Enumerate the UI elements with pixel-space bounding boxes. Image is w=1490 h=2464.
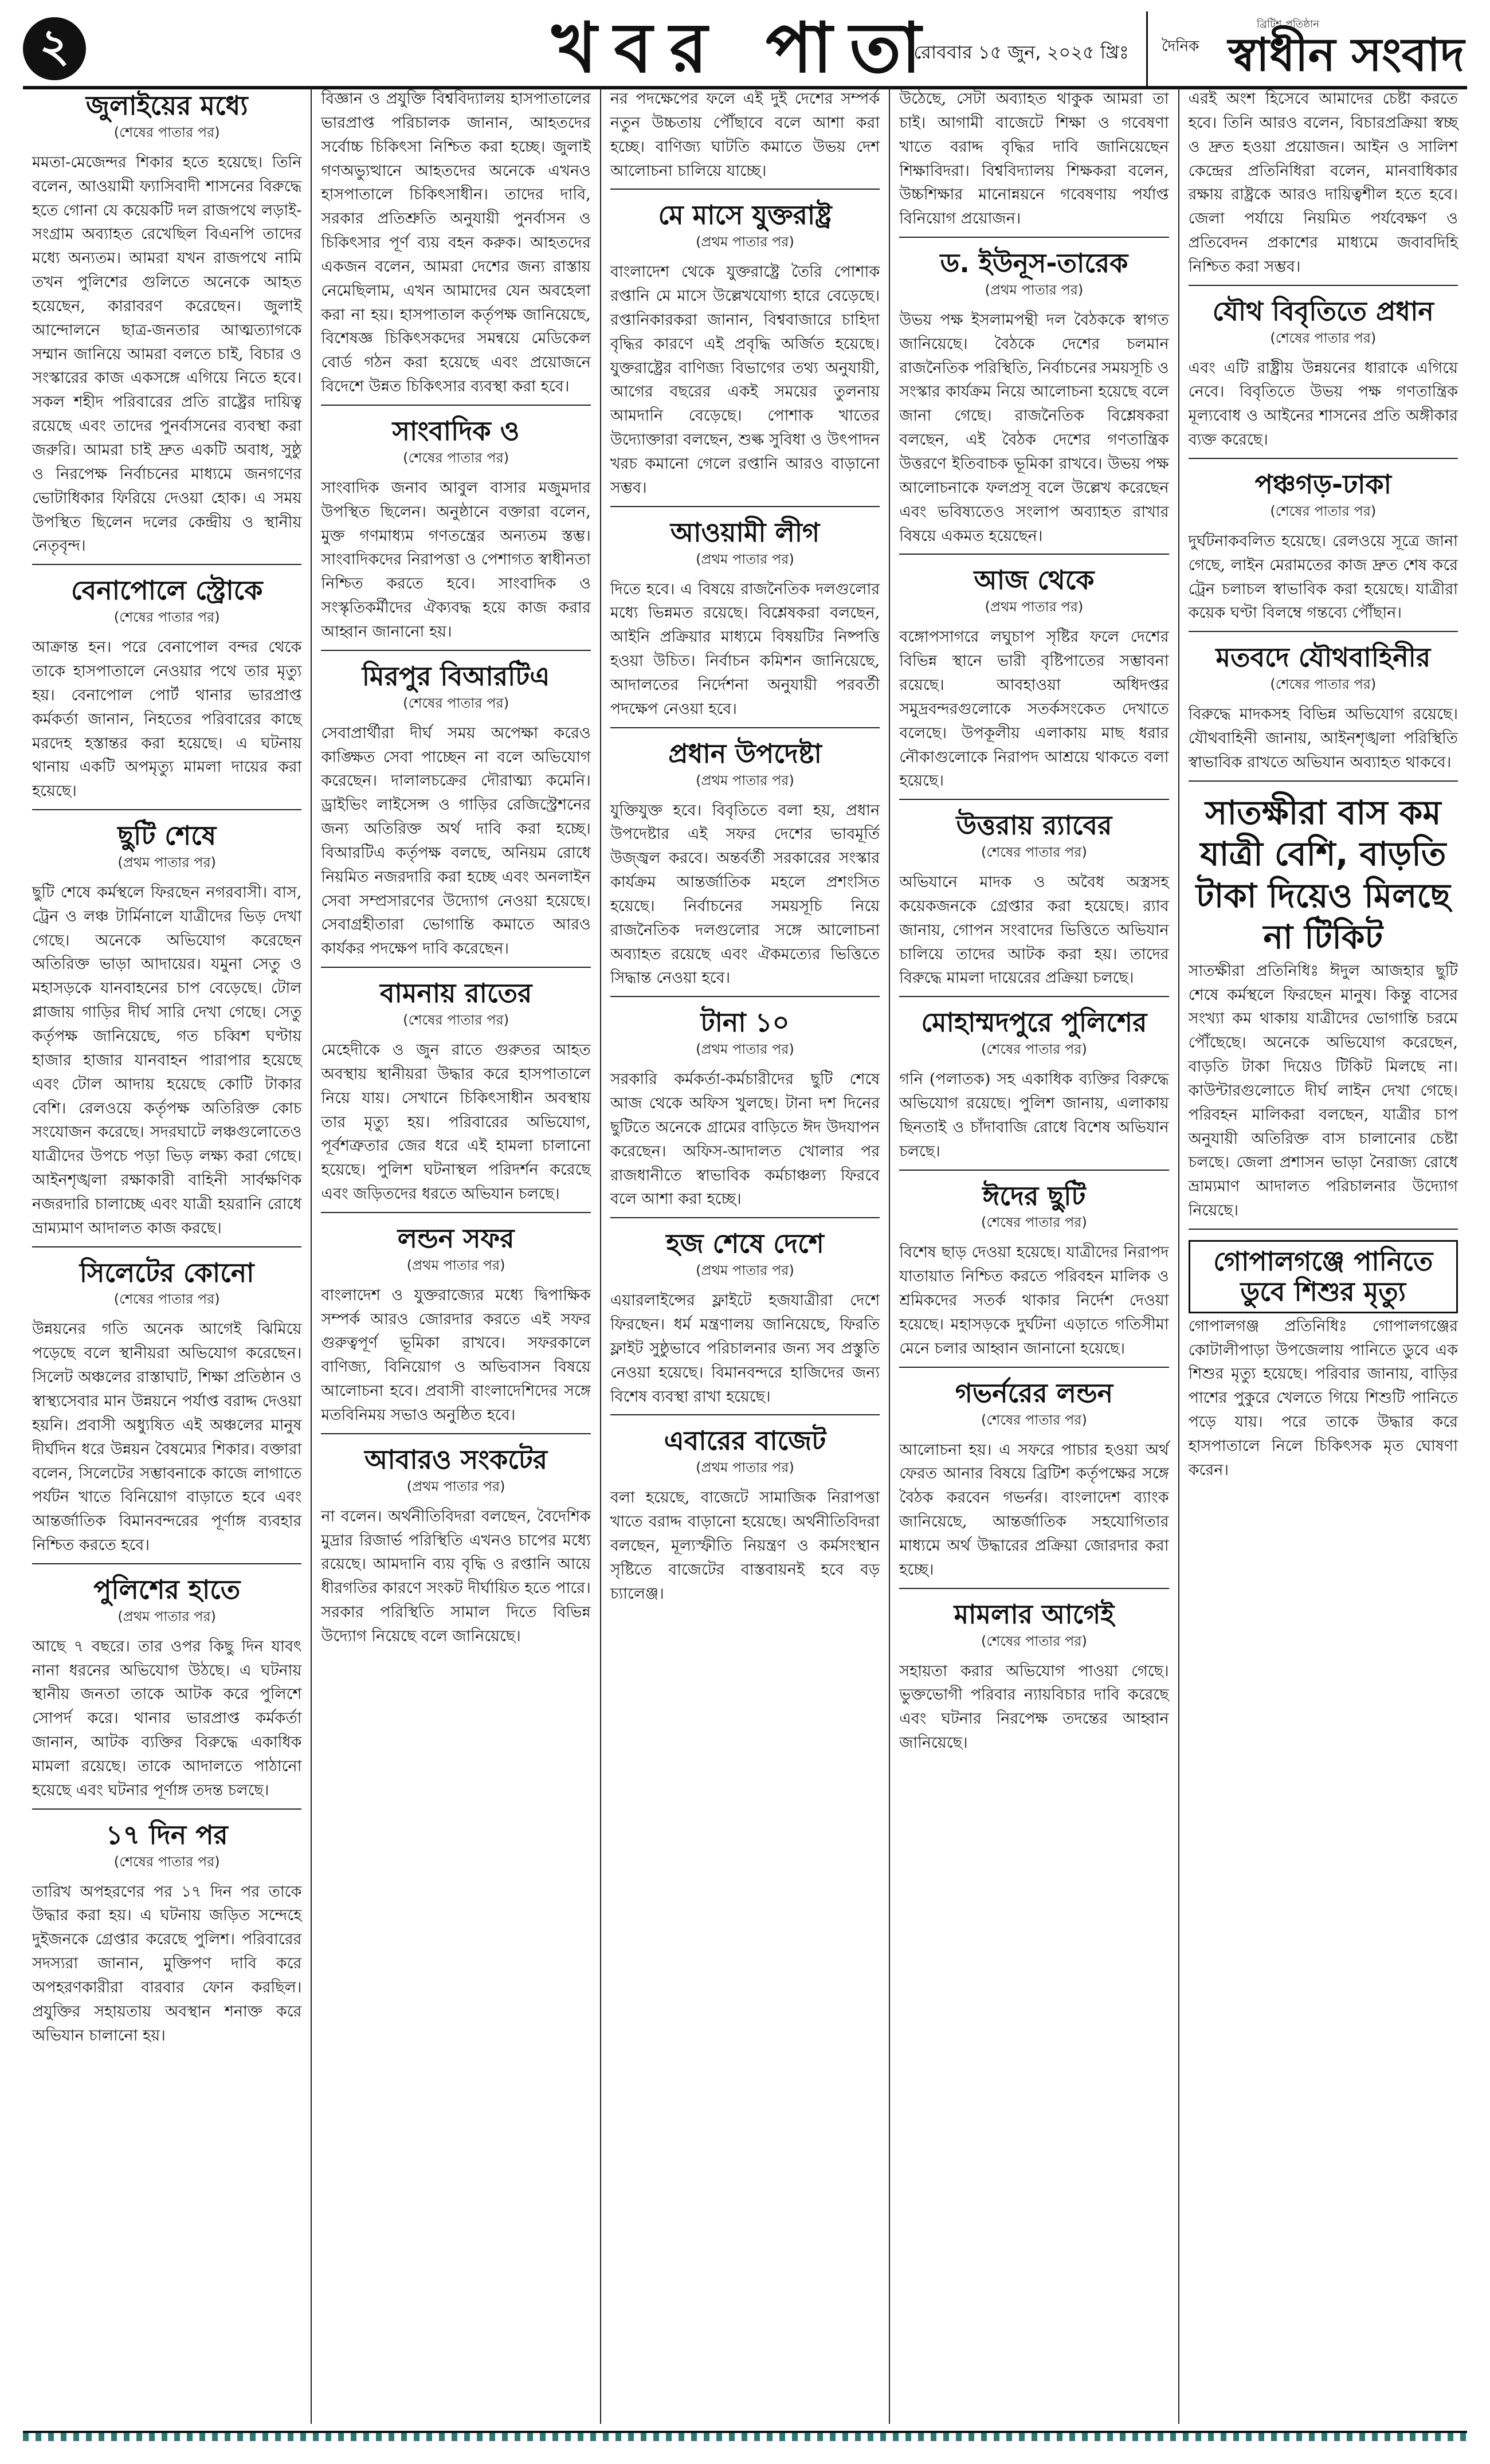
newspaper-brand bbox=[1146, 11, 1467, 86]
article-continuation-note: (শেষের পাতার পর) bbox=[981, 1214, 1087, 1231]
article-continuation-note: (প্রথম পাতার পর) bbox=[696, 1262, 794, 1279]
news-article bbox=[32, 1258, 301, 1564]
news-article bbox=[899, 1599, 1169, 1761]
article-continuation-note: (শেষের পাতার পর) bbox=[113, 1291, 220, 1308]
news-article bbox=[899, 565, 1169, 800]
brand-tagline: ব্রিটিশ প্রতিষ্ঠান bbox=[1257, 18, 1320, 30]
article-body: এয়ারলাইন্সের ফ্লাইটে হজযাত্রীরা দেশে ফিরছেন। ধর্ম মন্ত্রণালয় জানিয়েছে, ফিরতি ফ্লাইট সুষ্ঠুভাবে পরিচালনার জন্য সব প্রস্তুতি নেওয়া হয়েছে। বিমানবন্দরে হাজিদের জন্য বিশেষ ব্যবস্থা রাখা হয়েছে। bbox=[610, 1292, 880, 1406]
article-body: দিতে হবে। এ বিষয়ে রাজনৈতিক দলগুলোর মধ্যে ভিন্নমত রয়েছে। বিশ্লেষকরা বলছেন, আইনি প্রক্রিয়ার মাধ্যমে বিষয়টির নিষ্পত্তি হওয়া উচিত। নির্বাচন কমিশন জানিয়েছে, আদালতের নির্দেশনা অনুযায়ী পরবর্তী পদক্ষেপ নেওয়া হবে। bbox=[610, 580, 880, 718]
article-body: সহায়তা করার অভিযোগ পাওয়া গেছে। ভুক্তভোগী পরিবার ন্যায়বিচার দাবি করেছে এবং ঘটনার নিরপেক্ষ তদন্তের আহ্বান জানিয়েছে। bbox=[899, 1662, 1169, 1752]
article-continuation-note: (শেষের পাতার পর) bbox=[113, 124, 220, 140]
article-headline: গোপালগঞ্জে পানিতে ডুবে শিশুর মৃত্যু bbox=[1189, 1240, 1458, 1313]
article-headline: লন্ডন সফর bbox=[397, 1222, 515, 1254]
news-article bbox=[899, 248, 1169, 555]
article-body: বাংলাদেশ থেকে যুক্তরাষ্ট্রে তৈরি পোশাক রপ্তানি মে মাসে উল্লেখযোগ্য হারে বেড়েছে। রপ্তানিকারকরা জানান, বিশ্ববাজারে চাহিদা বৃদ্ধির কারণে এই প্রবৃদ্ধি অর্জিত হয়েছে। যুক্তরাষ্ট্রের বাণিজ্য বিভাগের তথ্য অনুযায়ী, আগের বছরের একই সময়ের তুলনায় আমদানি বেড়েছে। পোশাক খাতের উদ্যোক্তারা বলছেন, শুল্ক সুবিধা ও উৎপাদন খরচ কমানো গেলে রপ্তানি আরও বাড়ানো সম্ভব। bbox=[610, 263, 880, 497]
brand-name: স্বাধীন সংবাদ bbox=[1228, 28, 1465, 81]
news-column bbox=[1179, 87, 1467, 2424]
news-article bbox=[321, 87, 590, 406]
article-body: মেহেদীকে ও জুন রাতে গুরুতর আহত অবস্থায় স্থানীয়রা উদ্ধার করে হাসপাতালে নিয়ে যায়। সেখানে চিকিৎসাধীন অবস্থায় তার মৃত্যু হয়। পরিবারের অভিযোগ, পূর্বশত্রুতার জের ধরে এই হামলা চালানো হয়েছে। পুলিশ ঘটনাস্থল পরিদর্শন করেছে এবং জড়িতদের ধরতে অভিযান চলছে। bbox=[321, 1041, 591, 1203]
article-continuation-note: (শেষের পাতার পর) bbox=[981, 1633, 1087, 1649]
article-continuation-note: (প্রথম পাতার পর) bbox=[696, 1459, 794, 1476]
article-headline: সাতক্ষীরা বাস কম যাত্রী বেশি, বাড়তি টাকা দিয়েও মিলছে না টিকিট bbox=[1195, 792, 1450, 957]
article-body: বঙ্গোপসাগরে লঘুচাপ সৃষ্টির ফলে দেশের বিভিন্ন স্থানে ভারী বৃষ্টিপাতের সম্ভাবনা রয়েছে। আবহাওয়া অধিদপ্তর সমুদ্রবন্দরগুলোকে সতর্কসংকেত দেখাতে বলেছে। উপকূলীয় এলাকায় মাছ ধরার নৌকাগুলোকে নিরাপদ আশ্রয়ে থাকতে বলা হয়েছে। bbox=[899, 628, 1169, 790]
article-body: গোপালগঞ্জ প্রতিনিধিঃ গোপালগঞ্জের কোটালীপাড়া উপজেলায় পানিতে ডুবে এক শিশুর মৃত্যু হয়েছে। পরিবার জানায়, বাড়ির পাশের পুকুরে খেলতে গিয়ে শিশুটি পানিতে পড়ে যায়। পরে তাকে উদ্ধার করে হাসপাতালে নিলে চিকিৎসক মৃত ঘোষণা করেন। bbox=[1188, 1317, 1458, 1479]
article-headline: মিরপুর বিআরটিএ bbox=[362, 660, 550, 692]
article-body: ছুটি শেষে কর্মস্থলে ফিরছেন নগরবাসী। বাস, ট্রেন ও লঞ্চ টার্মিনালে যাত্রীদের ভিড় দেখা গেছে। অনেকে অভিযোগ করেছেন অতিরিক্ত ভাড়া আদায়ের। যমুনা সেতু ও মহাসড়কে যানবাহনের চাপ বেড়েছে। টোল প্লাজায় গাড়ির দীর্ঘ সারি দেখা গেছে। সেতু কর্তৃপক্ষ জানিয়েছে, গত চব্বিশ ঘণ্টায় হাজার হাজার যানবাহন পারাপার হয়েছে এবং টোল আদায় হয়েছে কোটি টাকার বেশি। রেলওয়ে কর্তৃপক্ষ অতিরিক্ত কোচ সংযোজন করেছে। সদরঘাটে লঞ্চগুলোতেও যাত্রীদের উপচে পড়া ভিড় লক্ষ্য করা গেছে। আইনশৃঙ্খলা রক্ষাকারী বাহিনী সার্বক্ষণিক নজরদারি চালাচ্ছে এবং যাত্রী হয়রানি রোধে ভ্রাম্যমাণ আদালত কাজ করছে। bbox=[32, 883, 302, 1237]
article-headline: বেনাপোলে স্ট্রোকে bbox=[70, 575, 263, 606]
news-article bbox=[321, 978, 590, 1213]
article-body: মমতা-মেজেন্দর শিকার হতে হয়েছে। তিনি বলেন, আওয়ামী ফ্যাসিবাদী শাসনের বিরুদ্ধে হতে গোনা যে কয়েকটি দল রাজপথে লড়াই-সংগ্রাম অব্যাহত রেখেছিল বিএনপি তাদের মধ্যে অন্যতম। আমরা যখন রাজপথে নামি তখন পুলিশের গুলিতে অনেকে আহত হয়েছেন, কারাবরণ করেছেন। জুলাই আন্দোলনে ছাত্র-জনতার আত্মত্যাগকে সম্মান জানিয়ে আমরা বলতে চাই, বিচার ও সংস্কারের কাজ একসঙ্গে এগিয়ে নিতে হবে। সকল শহীদ পরিবারের প্রতি রাষ্ট্রের দায়িত্ব রয়েছে এবং তাদের পুনর্বাসনের ব্যবস্থা করা জরুরি। আমরা চাই দ্রুত একটি অবাধ, সুষ্ঠু ও নিরপেক্ষ নির্বাচনের মাধ্যমে জনগণের ভোটাধিকার ফিরিয়ে দেওয়া হোক। এ সময় উপস্থিত ছিলেন দলের কেন্দ্রীয় ও স্থানীয় নেতৃবৃন্দ। bbox=[32, 153, 302, 555]
dateline: রোববার ১৫ জুন, ২০২৫ খ্রিঃ bbox=[913, 41, 1129, 63]
news-article bbox=[899, 810, 1169, 997]
article-continuation-note: (প্রথম পাতার পর) bbox=[117, 854, 217, 870]
article-body: গনি (পলাতক) সহ একাধিক ব্যক্তির বিরুদ্ধে অভিযোগ রয়েছে। পুলিশ জানায়, এলাকায় ছিনতাই ও চাঁদাবাজি রোধে বিশেষ অভিযান চলছে। bbox=[899, 1070, 1169, 1160]
news-article bbox=[610, 517, 880, 728]
article-headline: যৌথ বিবৃতিতে প্রধান bbox=[1212, 295, 1434, 327]
news-article bbox=[321, 416, 590, 651]
article-headline: আজ থেকে bbox=[974, 564, 1095, 596]
article-headline: টানা ১০ bbox=[700, 1007, 790, 1038]
article-continuation-note: (প্রথম পাতার পর) bbox=[696, 234, 794, 250]
article-body: আক্রান্ত হন। পরে বেনাপোল বন্দর থেকে তাকে হাসপাতালে নেওয়ার পথে তার মৃত্যু হয়। বেনাপোল পোর্ট থানার ভারপ্রাপ্ত কর্মকর্তা জানান, নিহতের পরিবারের কাছে মরদেহ হস্তান্তর করা হয়েছে। এ ঘটনায় থানায় একটি অপমৃত্যু মামলা দায়ের করা হয়েছে। bbox=[32, 638, 302, 801]
article-headline: সাংবাদিক ও bbox=[392, 415, 520, 446]
news-article bbox=[1189, 296, 1458, 459]
article-body: সরকারি কর্মকর্তা-কর্মচারীদের ছুটি শেষে আজ থেকে অফিস খুলছে। টানা দশ দিনের ছুটিতে অনেকে গ্রামের বাড়িতে ঈদ উদযাপন করেছেন। অফিস-আদালত খোলার পর রাজধানীতে স্বাভাবিক কর্মচাঞ্চল্য ফিরবে বলে আশা করা হচ্ছে। bbox=[610, 1070, 880, 1209]
news-article bbox=[610, 1426, 880, 1611]
article-body: সেবাপ্রার্থীরা দীর্ঘ সময় অপেক্ষা করেও কাঙ্ক্ষিত সেবা পাচ্ছেন না বলে অভিযোগ করেছেন। দালালচক্রের দৌরাত্ম্য কমেনি। ড্রাইভিং লাইসেন্স ও গাড়ির রেজিস্ট্রেশনের জন্য অতিরিক্ত অর্থ দাবি করা হচ্ছে। বিআরটিএ কর্তৃপক্ষ বলছে, অনিয়ম রোধে নিয়মিত নজরদারি করা হচ্ছে এবং অনলাইন সেবা সম্প্রসারণের উদ্যোগ নেওয়া হয়েছে। সেবাগ্রহীতারা ভোগান্তি কমাতে আরও কার্যকর পদক্ষেপ দাবি করেছেন। bbox=[321, 724, 591, 958]
article-body: এবং এটি রাষ্ট্রীয় উন্নয়নের ধারাকে এগিয়ে নেবে। বিবৃতিতে উভয় পক্ষ গণতান্ত্রিক মূল্যবোধ ও আইনের শাসনের প্রতি অঙ্গীকার ব্যক্ত করেছে। bbox=[1188, 359, 1458, 449]
article-body: বিজ্ঞান ও প্রযুক্তি বিশ্ববিদ্যালয় হাসপাতালের ভারপ্রাপ্ত পরিচালক জানান, আহতদের সর্বোচ্চ চিকিৎসা নিশ্চিত করা হচ্ছে। জুলাই গণঅভ্যুত্থানে আহতদের অনেকে এখনও হাসপাতালে চিকিৎসাধীন। তাদের দাবি, সরকার প্রতিশ্রুতি অনুযায়ী পুনর্বাসন ও চিকিৎসার পূর্ণ ব্যয় বহন করুক। আহতদের একজন বলেন, আমরা দেশের জন্য রাস্তায় নেমেছিলাম, এখন আমাদের যেন অবহেলা করা না হয়। হাসপাতাল কর্তৃপক্ষ জানিয়েছে, বিশেষজ্ঞ চিকিৎসকদের সমন্বয়ে মেডিকেল বোর্ড গঠন করা হয়েছে এবং প্রয়োজনে বিদেশে উন্নত চিকিৎসার ব্যবস্থা করা হবে। bbox=[321, 90, 591, 396]
news-article bbox=[1189, 642, 1458, 781]
news-article bbox=[610, 200, 880, 507]
article-body: না বলেন। অর্থনীতিবিদরা বলছেন, বৈদেশিক মুদ্রার রিজার্ভ পরিস্থিতি এখনও চাপের মধ্যে রয়েছে। আমদানি ব্যয় বৃদ্ধি ও রপ্তানি আয়ে ধীরগতির কারণে সংকট দীর্ঘায়িত হতে পারে। সরকার পরিস্থিতি সামাল দিতে বিভিন্ন উদ্যোগ নিয়েছে বলে জানিয়েছে। bbox=[321, 1507, 591, 1645]
article-body: যুক্তিযুক্ত হবে। বিবৃতিতে বলা হয়, প্রধান উপদেষ্টার এই সফর দেশের ভাবমূর্তি উজ্জ্বল করবে। অন্তর্বর্তী সরকারের সংস্কার কার্যক্রম আন্তর্জাতিক মহলে প্রশংসিত হয়েছে। নির্বাচনের সময়সূচি নিয়ে রাজনৈতিক দলগুলোর সঙ্গে আলোচনা অব্যাহত রয়েছে এবং ঐকমত্যের ভিত্তিতে সিদ্ধান্ত নেওয়া হবে। bbox=[610, 801, 880, 987]
article-body: নর পদক্ষেপের ফলে এই দুই দেশের সম্পর্ক নতুন উচ্চতায় পৌঁছাবে বলে আশা করা হচ্ছে। বাণিজ্য ঘাটতি কমাতে উভয় দেশ আলোচনা চালিয়ে যাচ্ছে। bbox=[610, 90, 880, 180]
article-body: বাংলাদেশ ও যুক্তরাজ্যের মধ্যে দ্বিপাক্ষিক সম্পর্ক আরও জোরদার করতে এই সফর গুরুত্বপূর্ণ ভূমিকা রাখবে। সফরকালে বাণিজ্য, বিনিয়োগ ও অভিবাসন বিষয়ে আলোচনা হবে। প্রবাসী বাংলাদেশিদের সঙ্গে মতবিনিময় সভাও অনুষ্ঠিত হবে। bbox=[321, 1286, 591, 1424]
news-article bbox=[899, 1181, 1169, 1368]
news-article bbox=[1189, 1240, 1458, 1488]
section-title: খবর পাতা bbox=[551, 9, 939, 88]
masthead bbox=[23, 11, 1467, 89]
news-article bbox=[1189, 469, 1458, 632]
article-headline: ঈদের ছুটি bbox=[982, 1180, 1086, 1211]
article-body: আলোচনা হয়। এ সফরে পাচার হওয়া অর্থ ফেরত আনার বিষয়ে ব্রিটিশ কর্তৃপক্ষের সঙ্গে বৈঠক করবেন গভর্নর। বাংলাদেশ ব্যাংক জানিয়েছে, আন্তর্জাতিক সহযোগিতার মাধ্যমে অর্থ উদ্ধারের প্রক্রিয়া জোরদার করা হচ্ছে। bbox=[899, 1441, 1169, 1579]
article-headline: ১৭ দিন পর bbox=[105, 1819, 228, 1850]
article-headline: মে মাসে যুক্তরাষ্ট্র bbox=[658, 199, 832, 231]
news-article bbox=[321, 1445, 590, 1654]
article-headline: মামলার আগেই bbox=[954, 1598, 1115, 1630]
article-headline: হজ শেষে দেশে bbox=[666, 1228, 824, 1260]
article-headline: উত্তরায় র‍্যাবের bbox=[956, 810, 1112, 841]
article-continuation-note: (প্রথম পাতার পর) bbox=[696, 1041, 794, 1058]
article-body: সাতক্ষীরা প্রতিনিধিঃ ঈদুল আজহার ছুটি শেষে কর্মস্থলে ফিরছেন মানুষ। কিন্তু বাসের সংখ্যা কম থাকায় যাত্রীদের ভোগান্তি চরমে পৌঁছেছে। অনেকে অভিযোগ করেছেন, বাড়তি টাকা দিয়েও টিকিট মিলছে না। কাউন্টারগুলোতে দীর্ঘ লাইন দেখা গেছে। পরিবহন মালিকরা বলছেন, যাত্রীর চাপ অনুযায়ী অতিরিক্ত বাস চালানোর চেষ্টা চলছে। জেলা প্রশাসন ভাড়া নৈরাজ্য রোধে ভ্রাম্যমাণ আদালত পরিচালনার উদ্যোগ নিয়েছে। bbox=[1188, 962, 1458, 1220]
article-continuation-note: (শেষের পাতার পর) bbox=[113, 1853, 220, 1870]
article-headline: আওয়ামী লীগ bbox=[670, 516, 820, 548]
article-body: এরই অংশ হিসেবে আমাদের চেষ্টা করতে হবে। তিনি আরও বলেন, বিচারপ্রক্রিয়া স্বচ্ছ ও দ্রুত হওয়া প্রয়োজন। আইন ও সালিশ কেন্দ্রের প্রতিনিধিরা বলেন, মানবাধিকার রক্ষায় রাষ্ট্রকে আরও দায়িত্বশীল হতে হবে। জেলা পর্যায়ে নিয়মিত পর্যবেক্ষণ ও প্রতিবেদন প্রকাশের মাধ্যমে জবাবদিহি নিশ্চিত করা সম্ভব। bbox=[1188, 90, 1458, 276]
article-continuation-note: (প্রথম পাতার পর) bbox=[406, 1478, 505, 1494]
article-body: উঠেছে, সেটা অব্যাহত থাকুক আমরা তা চাই। আগামী বাজেটে শিক্ষা ও গবেষণা খাতে বরাদ্দ বৃদ্ধির দাবি জানিয়েছেন শিক্ষাবিদরা। বিশ্ববিদ্যালয় শিক্ষকরা বলেন, উচ্চশিক্ষার মানোন্নয়নে গবেষণায় পর্যাপ্ত বিনিয়োগ প্রয়োজন। bbox=[899, 90, 1169, 228]
article-headline: মোহাম্মদপুরে পুলিশের bbox=[921, 1007, 1147, 1038]
article-headline: প্রধান উপদেষ্টা bbox=[668, 737, 822, 769]
article-body: সাংবাদিক জনাব আবুল বাসার মজুমদার উপস্থিত ছিলেন। অনুষ্ঠানে বক্তারা বলেন, মুক্ত গণমাধ্যম গণতন্ত্রের অন্যতম স্তম্ভ। সাংবাদিকদের নিরাপত্তা ও পেশাগত স্বাধীনতা নিশ্চিত করতে হবে। সাংবাদিক ও সংস্কৃতিকর্মীদের ঐক্যবদ্ধ হয়ে কাজ করার আহ্বান জানানো হয়। bbox=[321, 478, 591, 641]
article-continuation-note: (শেষের পাতার পর) bbox=[403, 695, 509, 711]
article-headline: এবারের বাজেট bbox=[664, 1425, 826, 1457]
article-continuation-note: (প্রথম পাতার পর) bbox=[985, 599, 1084, 615]
news-article bbox=[610, 87, 880, 190]
article-body: উন্নয়নের গতি অনেক আগেই ঝিমিয়ে পড়েছে বলে স্থানীয়রা অভিযোগ করেছেন। সিলেট অঞ্চলের রাস্তাঘাট, শিক্ষা প্রতিষ্ঠান ও স্বাস্থ্যসেবার মান উন্নয়নে পর্যাপ্ত বরাদ্দ দেওয়া হয়নি। প্রবাসী অধ্যুষিত এই অঞ্চলের মানুষ দীর্ঘদিন ধরে উন্নয়ন বৈষম্যের শিকার। বক্তারা বলেন, সিলেটের সম্ভাবনাকে কাজে লাগাতে পর্যটন খাতে বিনিয়োগ বাড়াতে হবে এবং আন্তর্জাতিক বিমানবন্দরের পূর্ণাঙ্গ ব্যবহার নিশ্চিত করতে হবে। bbox=[32, 1320, 302, 1555]
article-continuation-note: (শেষের পাতার পর) bbox=[113, 609, 220, 626]
article-headline: পুলিশের হাতে bbox=[93, 1574, 241, 1605]
article-headline: আবারও সংকটের bbox=[364, 1443, 548, 1475]
article-headline: পঞ্চগড়-ঢাকা bbox=[1254, 469, 1392, 500]
article-body: বিশেষ ছাড় দেওয়া হয়েছে। যাত্রীদের নিরাপদ যাতায়াত নিশ্চিত করতে পরিবহন মালিক ও শ্রমিকদের সতর্ক থাকার নির্দেশ দেওয়া হয়েছে। মহাসড়কে দুর্ঘটনা এড়াতে গতিসীমা মেনে চলার আহ্বান জানানো হয়েছে। bbox=[899, 1243, 1169, 1357]
news-article bbox=[32, 821, 301, 1247]
news-article bbox=[32, 91, 301, 565]
article-headline: মতবদে যৌথবাহিনীর bbox=[1215, 642, 1431, 673]
article-body: উভয় পক্ষ ইসলামপন্থী দল বৈঠককে স্বাগত জানিয়েছে। বৈঠকে দেশের চলমান রাজনৈতিক পরিস্থিতি, নির্বাচনের সময়সূচি ও সংস্কার কার্যক্রম নিয়ে আলোচনা হয়েছে বলে জানা গেছে। রাজনৈতিক বিশ্লেষকরা বলছেন, এই বৈঠক দেশের গণতান্ত্রিক উত্তরণে ইতিবাচক ভূমিকা রাখবে। উভয় পক্ষ আলোচনাকে ফলপ্রসূ বলে উল্লেখ করেছেন এবং ভবিষ্যতেও সংলাপ অব্যাহত রাখার বিষয়ে একমত হয়েছেন। bbox=[899, 311, 1169, 545]
article-body: বিরুদ্ধে মাদকসহ বিভিন্ন অভিযোগ রয়েছে। যৌথবাহিনী জানায়, আইনশৃঙ্খলা পরিস্থিতি স্বাভাবিক রাখতে অভিযান অব্যাহত থাকবে। bbox=[1188, 705, 1458, 771]
news-columns bbox=[23, 87, 1467, 2424]
article-continuation-note: (শেষের পাতার পর) bbox=[981, 1411, 1087, 1428]
article-continuation-note: (প্রথম পাতার পর) bbox=[117, 1608, 217, 1625]
footer-rule bbox=[23, 2431, 1467, 2441]
news-article bbox=[899, 1007, 1169, 1170]
article-continuation-note: (শেষের পাতার পর) bbox=[403, 449, 509, 466]
article-continuation-note: (শেষের পাতার পর) bbox=[1270, 329, 1377, 346]
news-article bbox=[610, 1007, 880, 1218]
article-continuation-note: (শেষের পাতার পর) bbox=[403, 1011, 509, 1028]
news-article bbox=[321, 661, 590, 968]
article-headline: জুলাইয়ের মধ্যে bbox=[85, 90, 248, 121]
news-article bbox=[32, 1575, 301, 1810]
article-body: আছে ৭ বছরে। তার ওপর কিছু দিন যাবৎ নানা ধরনের অভিযোগ উঠছে। এ ঘটনায় স্থানীয় জনতা তাকে আটক করে পুলিশে সোপর্দ করে। থানার ভারপ্রাপ্ত কর্মকর্তা জানান, আটক ব্যক্তির বিরুদ্ধে একাধিক মামলা রয়েছে। তাকে আদালতে পাঠানো হয়েছে এবং ঘটনার পূর্ণাঙ্গ তদন্ত চলছে। bbox=[32, 1637, 302, 1799]
article-body: বলা হয়েছে, বাজেটে সামাজিক নিরাপত্তা খাতে বরাদ্দ বাড়ানো হয়েছে। অর্থনীতিবিদরা বলছেন, মূল্যস্ফীতি নিয়ন্ত্রণ ও কর্মসংস্থান সৃষ্টিতে বাজেটের বাস্তবায়নই হবে বড় চ্যালেঞ্জ। bbox=[610, 1489, 880, 1603]
article-body: দুর্ঘটনাকবলিত হয়েছে। রেলওয়ে সূত্রে জানা গেছে, লাইন মেরামতের কাজ দ্রুত শেষ করে ট্রেন চলাচল স্বাভাবিক করা হয়েছে। যাত্রীরা কয়েক ঘণ্টা বিলম্বে গন্তব্যে পৌঁছান। bbox=[1188, 532, 1458, 622]
news-column bbox=[890, 87, 1179, 2424]
news-column bbox=[23, 87, 312, 2424]
news-article bbox=[321, 1223, 590, 1434]
article-continuation-note: (শেষের পাতার পর) bbox=[981, 844, 1087, 861]
page-number-badge: ২ bbox=[23, 17, 86, 80]
news-article bbox=[899, 1378, 1169, 1589]
news-article bbox=[610, 739, 880, 998]
article-headline: ছুটি শেষে bbox=[117, 820, 217, 852]
article-continuation-note: (প্রথম পাতার পর) bbox=[696, 551, 794, 567]
news-column bbox=[312, 87, 601, 2424]
news-article bbox=[899, 87, 1169, 238]
article-continuation-note: (শেষের পাতার পর) bbox=[1270, 676, 1377, 693]
article-headline: ড. ইউনূস-তারেক bbox=[940, 248, 1128, 279]
news-article bbox=[1189, 87, 1458, 286]
news-article bbox=[1189, 792, 1458, 1230]
article-body: তারিখ অপহরণের পর ১৭ দিন পর তাকে উদ্ধার করা হয়। এ ঘটনায় জড়িত সন্দেহে দুইজনকে গ্রেপ্তার করেছে পুলিশ। পরিবারের সদস্যরা জানান, মুক্তিপণ দাবি করে অপহরণকারীরা বারবার ফোন করছিল। প্রযুক্তির সহায়তায় অবস্থান শনাক্ত করে অভিযান চালানো হয়। bbox=[32, 1882, 302, 2045]
article-continuation-note: (প্রথম পাতার পর) bbox=[696, 772, 794, 788]
news-article bbox=[32, 1820, 301, 2054]
news-column bbox=[601, 87, 890, 2424]
article-continuation-note: (প্রথম পাতার পর) bbox=[406, 1257, 505, 1273]
article-continuation-note: (শেষের পাতার পর) bbox=[981, 1041, 1087, 1058]
news-article bbox=[32, 575, 301, 810]
news-article bbox=[610, 1229, 880, 1415]
article-headline: সিলেটের কোনো bbox=[79, 1257, 254, 1288]
article-continuation-note: (শেষের পাতার পর) bbox=[1270, 503, 1377, 519]
brand-daily-label: দৈনিক bbox=[1162, 38, 1199, 55]
article-headline: বামনায় রাতের bbox=[379, 978, 532, 1009]
article-body: অভিযানে মাদক ও অবৈধ অস্ত্রসহ কয়েকজনকে গ্রেপ্তার করা হয়েছে। র‍্যাব জানায়, গোপন সংবাদের ভিত্তিতে অভিযান চালিয়ে তাদের আটক করা হয়। তাদের বিরুদ্ধে মামলা দায়েরের প্রক্রিয়া চলছে। bbox=[899, 873, 1169, 987]
article-continuation-note: (প্রথম পাতার পর) bbox=[985, 281, 1084, 298]
article-headline: গভর্নরের লন্ডন bbox=[955, 1377, 1113, 1408]
